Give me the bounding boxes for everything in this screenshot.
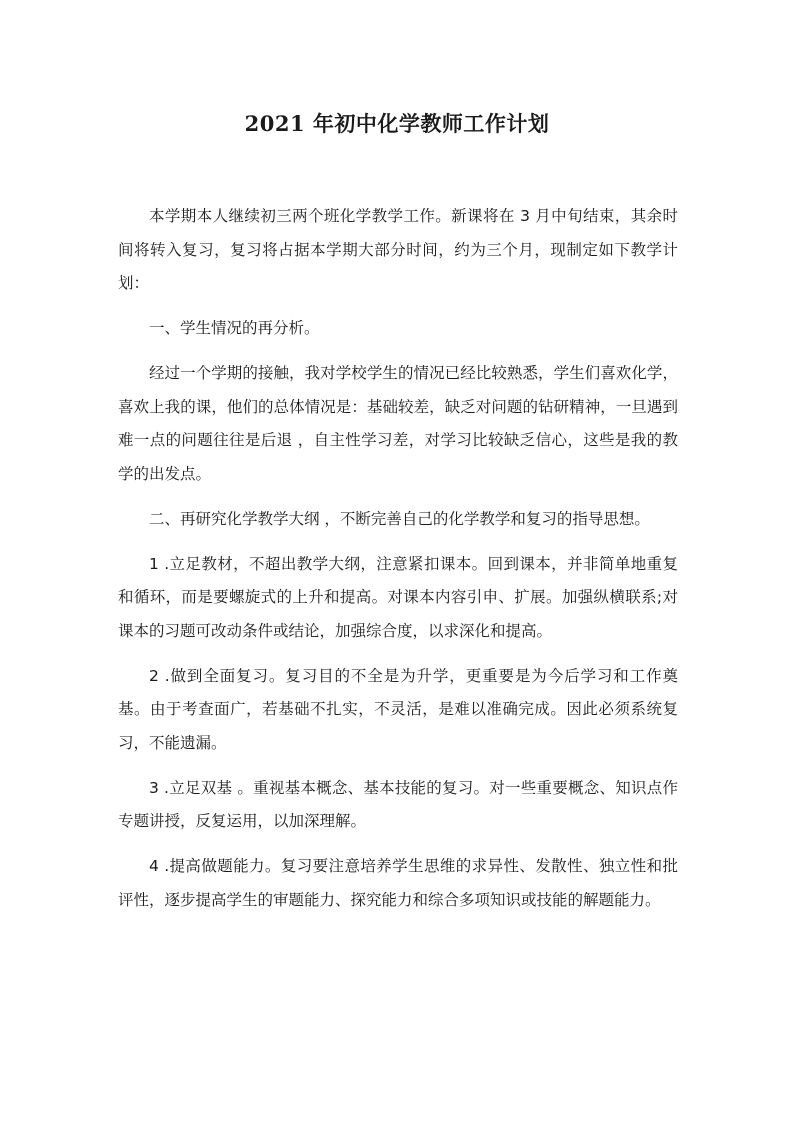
document-body [118,200,678,929]
section-heading-2: 二、再研究化学教学大纲 ，不断完善自己的化学教学和复习的指导思想。 [149,509,650,528]
paragraph-student-analysis: 经过一个学期的接触，我对学校学生的情况已经比较熟悉，学生们喜欢化学，喜欢上我的课，他们的总体情况是：基础较差，缺乏对问题的钻研精神，一旦遇到难一点的问题往往是后退 ，自主性学习差，对学习比较缺乏信心，这些是我的教学的出发点。 [118,364,678,483]
document-title: 2021 年初中化学教师工作计划 [244,111,550,136]
list-item-4: 4 .提高做题能力。复习要注意培养学生思维的求异性、发散性、独立性和批评性，逐步提高学生的审题能力、探究能力和综合多项知识或技能的解题能力。 [118,857,678,909]
section-heading-1: 一、学生情况的再分析。 [149,319,320,337]
paragraph-intro: 本学期本人继续初三两个班化学教学工作。新课将在 3 月中旬结束，其余时间将转入复习，复习将占据本学期大部分时间，约为三个月，现制定如下教学计划： [118,207,678,292]
list-item-1: 1 .立足教材，不超出教学大纲，注意紧扣课本。回到课本，并非简单地重复和循环，而是要螺旋式的上升和提高。对课本内容引申、扩展。加强纵横联系;对课本的习题可改动条件或结论，加强综合度，以求深化和提高。 [118,554,678,640]
list-item-3: 3 .立足双基 。重视基本概念、基本技能的复习。对一些重要概念、知识点作专题讲授，反复运用，以加深理解。 [118,778,678,830]
list-item-2: 2 .做到全面复习。复习目的不全是为升学，更重要是为今后学习和工作奠基。由于考查面广，若基础不扎实，不灵活，是难以准确完成。因此必须系统复习，不能遗漏。 [118,666,678,752]
